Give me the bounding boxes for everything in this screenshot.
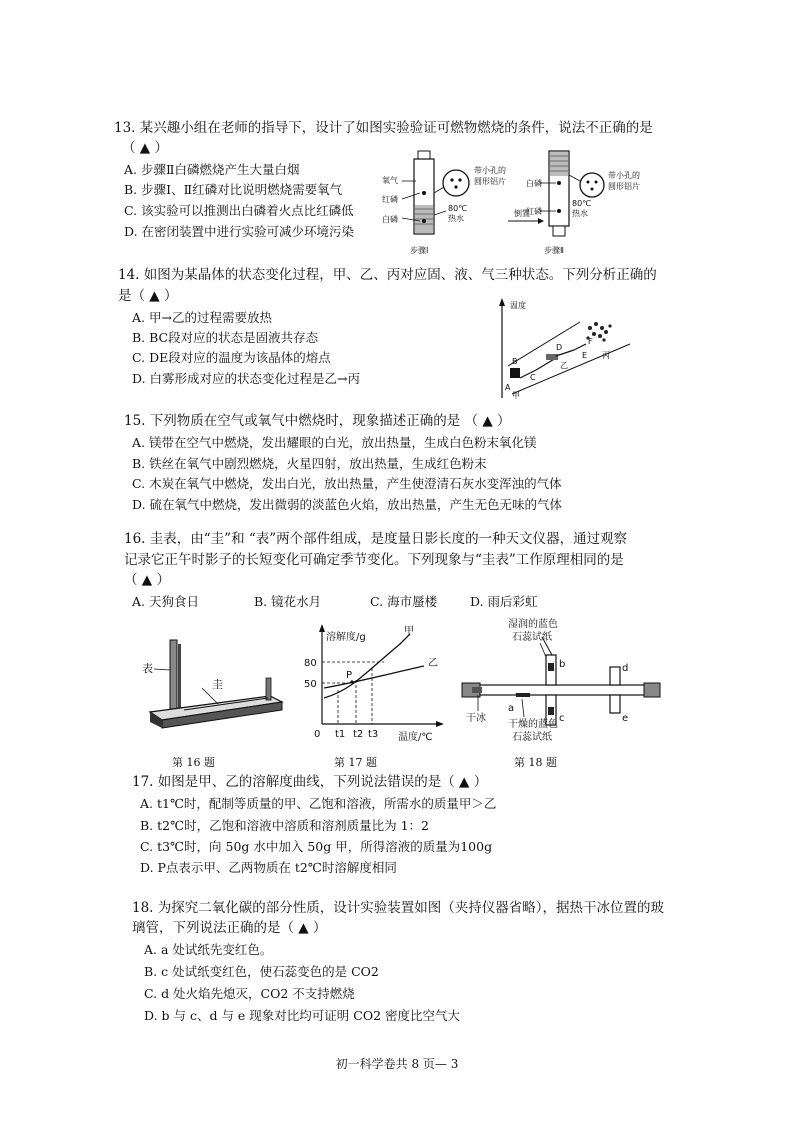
fig16-caption: 第 16 题 (172, 756, 215, 769)
q13-stem: 13. 某兴趣小组在老师的指导下，设计了如图实验验证可燃物燃烧的条件，说法不正确的是 (114, 120, 653, 136)
q14-figure (490, 298, 640, 403)
label-c: c (559, 713, 565, 724)
label-oxygen: 氧气 (382, 176, 398, 185)
label-jia: 甲 (512, 391, 520, 400)
q17-figure (300, 620, 450, 750)
q18-stem: 18. 为探究二氧化碳的部分性质，设计实验装置如图（夹持仪器省略），据热干冰位置的玻 (132, 900, 665, 916)
q15-stem: 15. 下列物质在空气或氧气中燃烧时，现象描述正确的是 （ ▲ ） (124, 413, 511, 429)
q16-answer-mark: （ ▲ ） (124, 572, 170, 588)
q18-figure (460, 615, 670, 750)
q17-option-a: A. t1℃时，配制等质量的甲、乙饱和溶液，所需水的质量甲＞乙 (140, 796, 497, 811)
label-gui: 圭 (212, 678, 223, 691)
q18-option-a: A. a 处试纸先变红色。 (144, 942, 273, 957)
label-c: C (530, 373, 536, 382)
label-red-p2: 红磷 (526, 207, 542, 216)
curve-jia (324, 634, 410, 698)
label-jia: 甲 (404, 626, 414, 637)
page-footer: 初一科学卷共 8 页— 3 (335, 1057, 459, 1071)
q14-stem-2: 是（ ▲ ） (118, 288, 178, 304)
q17-option-c: C. t3℃时，向 50g 水中加入 50g 甲，所得溶液的质量为100g (140, 839, 493, 854)
q14-option-c: C. DE段对应的温度为该晶体的熔点 (132, 350, 331, 365)
tick-t2: t2 (353, 729, 364, 740)
tick-80: 80 (304, 658, 317, 669)
label-wet1: 湿润的蓝色 (508, 619, 558, 630)
q14-option-b: B. BC段对应的状态是固液共存态 (132, 330, 319, 345)
label-step1: 步骤Ⅰ (410, 246, 429, 255)
label-p: P (346, 670, 353, 681)
label-f: F (588, 337, 593, 346)
label-water2b: 热水 (572, 209, 588, 218)
q13-figure (380, 145, 670, 260)
q14-option-d: D. 白雾形成对应的状态变化过程是乙→丙 (132, 371, 360, 386)
curve-yi (324, 666, 424, 688)
q18-stem-2: 璃管，下列说法正确的是（ ▲ ） (132, 920, 327, 936)
label-b: b (559, 659, 566, 670)
label-step2: 步骤Ⅱ (544, 246, 564, 255)
label-red-p: 红磷 (382, 195, 398, 204)
label-d: d (622, 663, 629, 674)
q16-option-b: B. 镜花水月 (254, 594, 322, 609)
axis-xlabel: 温度/℃ (398, 732, 433, 743)
label-bing: 丙 (602, 351, 610, 360)
label-yi: 乙 (560, 361, 568, 370)
label-biao: 表 (142, 662, 153, 675)
q15-option-b: B. 铁丝在氧气中剧烈燃烧，火星四射，放出热量，生成红色粉末 (132, 456, 487, 471)
q16-option-a: A. 天狗食日 (132, 594, 199, 609)
label-plate2: 带小孔的 (608, 171, 640, 180)
q13-option-d: D. 在密闭装置中进行实验可减少环境污染 (124, 224, 355, 239)
label-dry1: 干燥的蓝色 (508, 719, 558, 730)
tick-origin: 0 (314, 729, 321, 740)
label-e: E (582, 351, 588, 360)
q16-stem-2: 记录它正午时影子的长短变化可确定季节变化。下列现象与“圭表”工作原理相同的是 (124, 552, 624, 568)
q14-stem: 14. 如图为某晶体的状态变化过程，甲、乙、丙对应固、液、气三种状态。下列分析正确的 (118, 267, 657, 283)
label-yi: 乙 (428, 658, 438, 669)
tick-50: 50 (304, 679, 317, 690)
q16-option-c: C. 海市蜃楼 (370, 594, 438, 609)
label-e: e (622, 713, 629, 724)
label-water2a: 80℃ (572, 199, 592, 208)
fig17-caption: 第 17 题 (334, 756, 377, 769)
fig18-caption: 第 18 题 (514, 756, 557, 769)
q18-option-b: B. c 处试纸变红色，使石蕊变色的是 CO2 (144, 964, 379, 979)
label-d: D (556, 343, 563, 352)
label-plate1b: 圆形铝片 (474, 177, 506, 186)
q15-option-d: D. 硫在氧气中燃烧，发出微弱的淡蓝色火焰，放出热量，产生无色无味的气体 (132, 497, 563, 512)
q17-stem: 17. 如图是甲、乙的溶解度曲线，下列说法错误的是（ ▲ ） (132, 774, 488, 790)
q14-option-a: A. 甲→乙的过程需要放热 (132, 310, 272, 325)
label-water1b: 热水 (448, 214, 464, 223)
label-ice: 干冰 (466, 713, 486, 724)
q17-option-b: B. t2℃时，乙饱和溶液中溶质和溶剂质量比为 1：2 (140, 818, 429, 833)
label-plate2b: 圆形铝片 (608, 182, 640, 191)
q18-option-d: D. b 与 c、d 与 e 现象对比均可证明 CO2 密度比空气大 (144, 1008, 461, 1023)
label-dry2: 石蕊试纸 (512, 732, 552, 743)
q13-option-b: B. 步骤Ⅰ、Ⅱ红磷对比说明燃烧需要氧气 (124, 182, 343, 197)
tick-t3: t3 (368, 729, 379, 740)
q18-option-c: C. d 处火焰先熄灭，CO2 不支持燃烧 (144, 986, 355, 1001)
q16-option-d: D. 雨后彩虹 (470, 594, 538, 609)
label-plate1: 带小孔的 (474, 166, 506, 175)
q16-figure (138, 630, 288, 745)
tick-t1: t1 (335, 729, 346, 740)
axis-ylabel: 溶解度/g (326, 632, 366, 643)
q17-option-d: D. P点表示甲、乙两物质在 t2℃时溶解度相同 (140, 860, 397, 875)
label-white-p: 白磷 (382, 215, 398, 224)
label-b: B (512, 357, 518, 366)
label-water1a: 80℃ (448, 204, 468, 213)
q15-option-a: A. 镁带在空气中燃烧，发出耀眼的白光，放出热量，生成白色粉末氧化镁 (132, 435, 537, 450)
step2-apparatus (540, 151, 604, 236)
label-a: A (505, 383, 511, 392)
q16-stem: 16. 圭表，由“圭”和 “表”两个部件组成，是度量日影长度的一种天文仪器，通过观察 (124, 531, 628, 547)
label-white-p2: 白磷 (526, 179, 542, 188)
axis-temperature: 温度 (510, 301, 526, 310)
q15-option-c: C. 木炭在氧气中燃烧，发出白光，放出热量，产生使澄清石灰水变浑浊的气体 (132, 476, 562, 491)
label-a: a (508, 703, 515, 714)
label-wet2: 石蕊试纸 (512, 632, 552, 643)
q13-answer-mark: （ ▲ ） (122, 140, 168, 156)
label-invert: 倒置 (514, 209, 530, 218)
q13-option-a: A. 步骤Ⅱ白磷燃烧产生大量白烟 (124, 162, 300, 177)
q13-option-c: C. 该实验可以推测出白磷着火点比红磷低 (124, 203, 354, 218)
